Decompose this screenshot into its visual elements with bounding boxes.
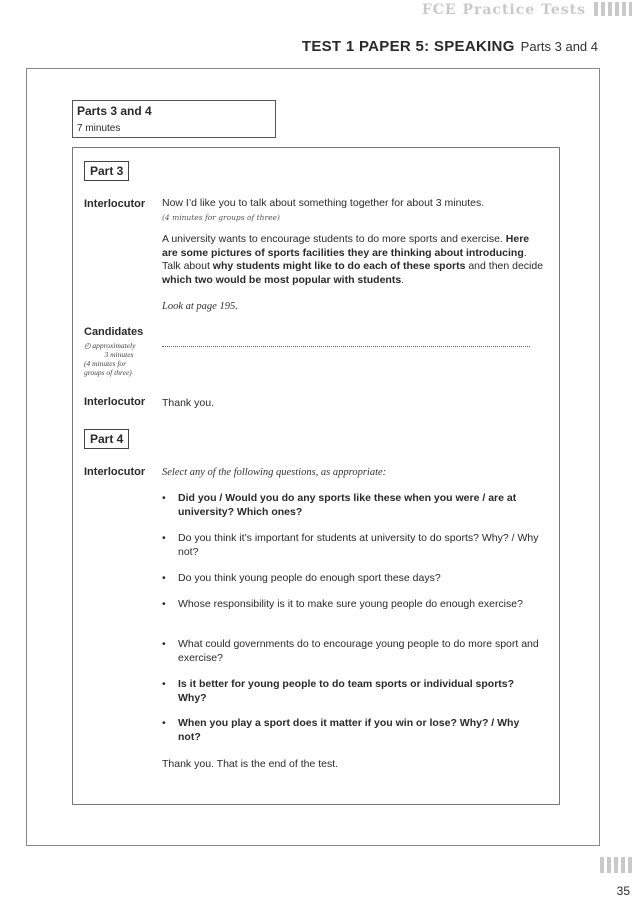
question-text: Is it better for young people to do team sports or individual sports? Why? — [178, 678, 515, 704]
part-3-task — [162, 233, 546, 287]
task-text-4: . — [401, 273, 405, 286]
part-3-label: Part 3 — [84, 161, 129, 181]
intro-text: Now I’d like you to talk about something together for about 3 minutes. — [162, 197, 485, 209]
candidates-dotted-line — [162, 336, 530, 347]
clock-icon: ◴ — [84, 341, 91, 350]
parts-summary-box — [72, 100, 276, 138]
bullet-icon: • — [162, 638, 166, 650]
test-title: TEST 1 PAPER 5: SPEAKING — [301, 38, 515, 55]
bullet-icon: • — [162, 678, 166, 690]
candidates-timing — [84, 341, 154, 377]
question-text: Whose responsibility is it to make sure young people do enough exercise? — [178, 598, 523, 610]
series-brand: FCE Practice Tests — [421, 2, 586, 18]
interlocutor-label: Interlocutor — [84, 198, 146, 210]
question-text: Do you think it’s important for students at university to do sports? Why? / Why not? — [178, 532, 539, 558]
task-bold-1: Here are some pictures of sports facilities they are thinking about introducing — [162, 233, 530, 259]
timing-line-4: groups of three) — [84, 368, 132, 377]
interlocutor-label-3: Interlocutor — [84, 466, 146, 478]
task-sentence: A university wants to encourage students to do more sports and exercise. — [162, 233, 503, 245]
bullet-icon: • — [162, 717, 166, 729]
part-3-intro — [162, 197, 546, 224]
task-bold-2: why students might like to do each of these sports — [212, 260, 466, 272]
timing-line-2: 3 minutes — [104, 350, 134, 359]
part-4-label: Part 4 — [84, 429, 129, 449]
bullet-icon: • — [162, 598, 166, 610]
question-text: Do you think young people do enough sport these days? — [178, 572, 441, 584]
page-number: 35 — [616, 884, 630, 898]
parts-title: Parts 3 and 4 — [77, 104, 152, 118]
intro-note: (4 minutes for groups of three) — [162, 212, 280, 222]
bullet-icon: • — [162, 492, 166, 504]
header-decoration — [594, 2, 632, 16]
candidates-label: Candidates — [84, 326, 144, 338]
question-text: What could governments do to encourage young people to do more sport and exercise? — [178, 638, 539, 664]
closing-text: Thank you. That is the end of the test. — [162, 758, 339, 770]
task-bold-3: which two would be most popular with students — [162, 273, 402, 286]
question-text: When you play a sport does it matter if you win or lose? Why? / Why not? — [178, 717, 520, 743]
interlocutor-label-2: Interlocutor — [84, 396, 146, 408]
part-4-instruction: Select any of the following questions, as appropriate: — [162, 467, 387, 478]
bullet-icon: • — [162, 532, 166, 544]
footer-decoration — [600, 857, 632, 873]
part-3-thanks: Thank you. — [162, 397, 214, 409]
test-subtitle: Parts 3 and 4 — [520, 39, 598, 54]
bullet-icon: • — [162, 572, 166, 584]
look-at-page: Look at page 195. — [162, 301, 238, 312]
timing-line-1: ◴ approximately — [84, 341, 136, 350]
task-text-3: and then decide — [465, 260, 544, 272]
question-text: Did you / Would you do any sports like these when you were / are at university? Which ones? — [178, 492, 517, 518]
timing-line-3: (4 minutes for — [84, 359, 127, 368]
page-title — [302, 38, 598, 55]
parts-duration: 7 minutes — [77, 123, 121, 134]
task-text-2: . Talk about — [162, 246, 527, 272]
